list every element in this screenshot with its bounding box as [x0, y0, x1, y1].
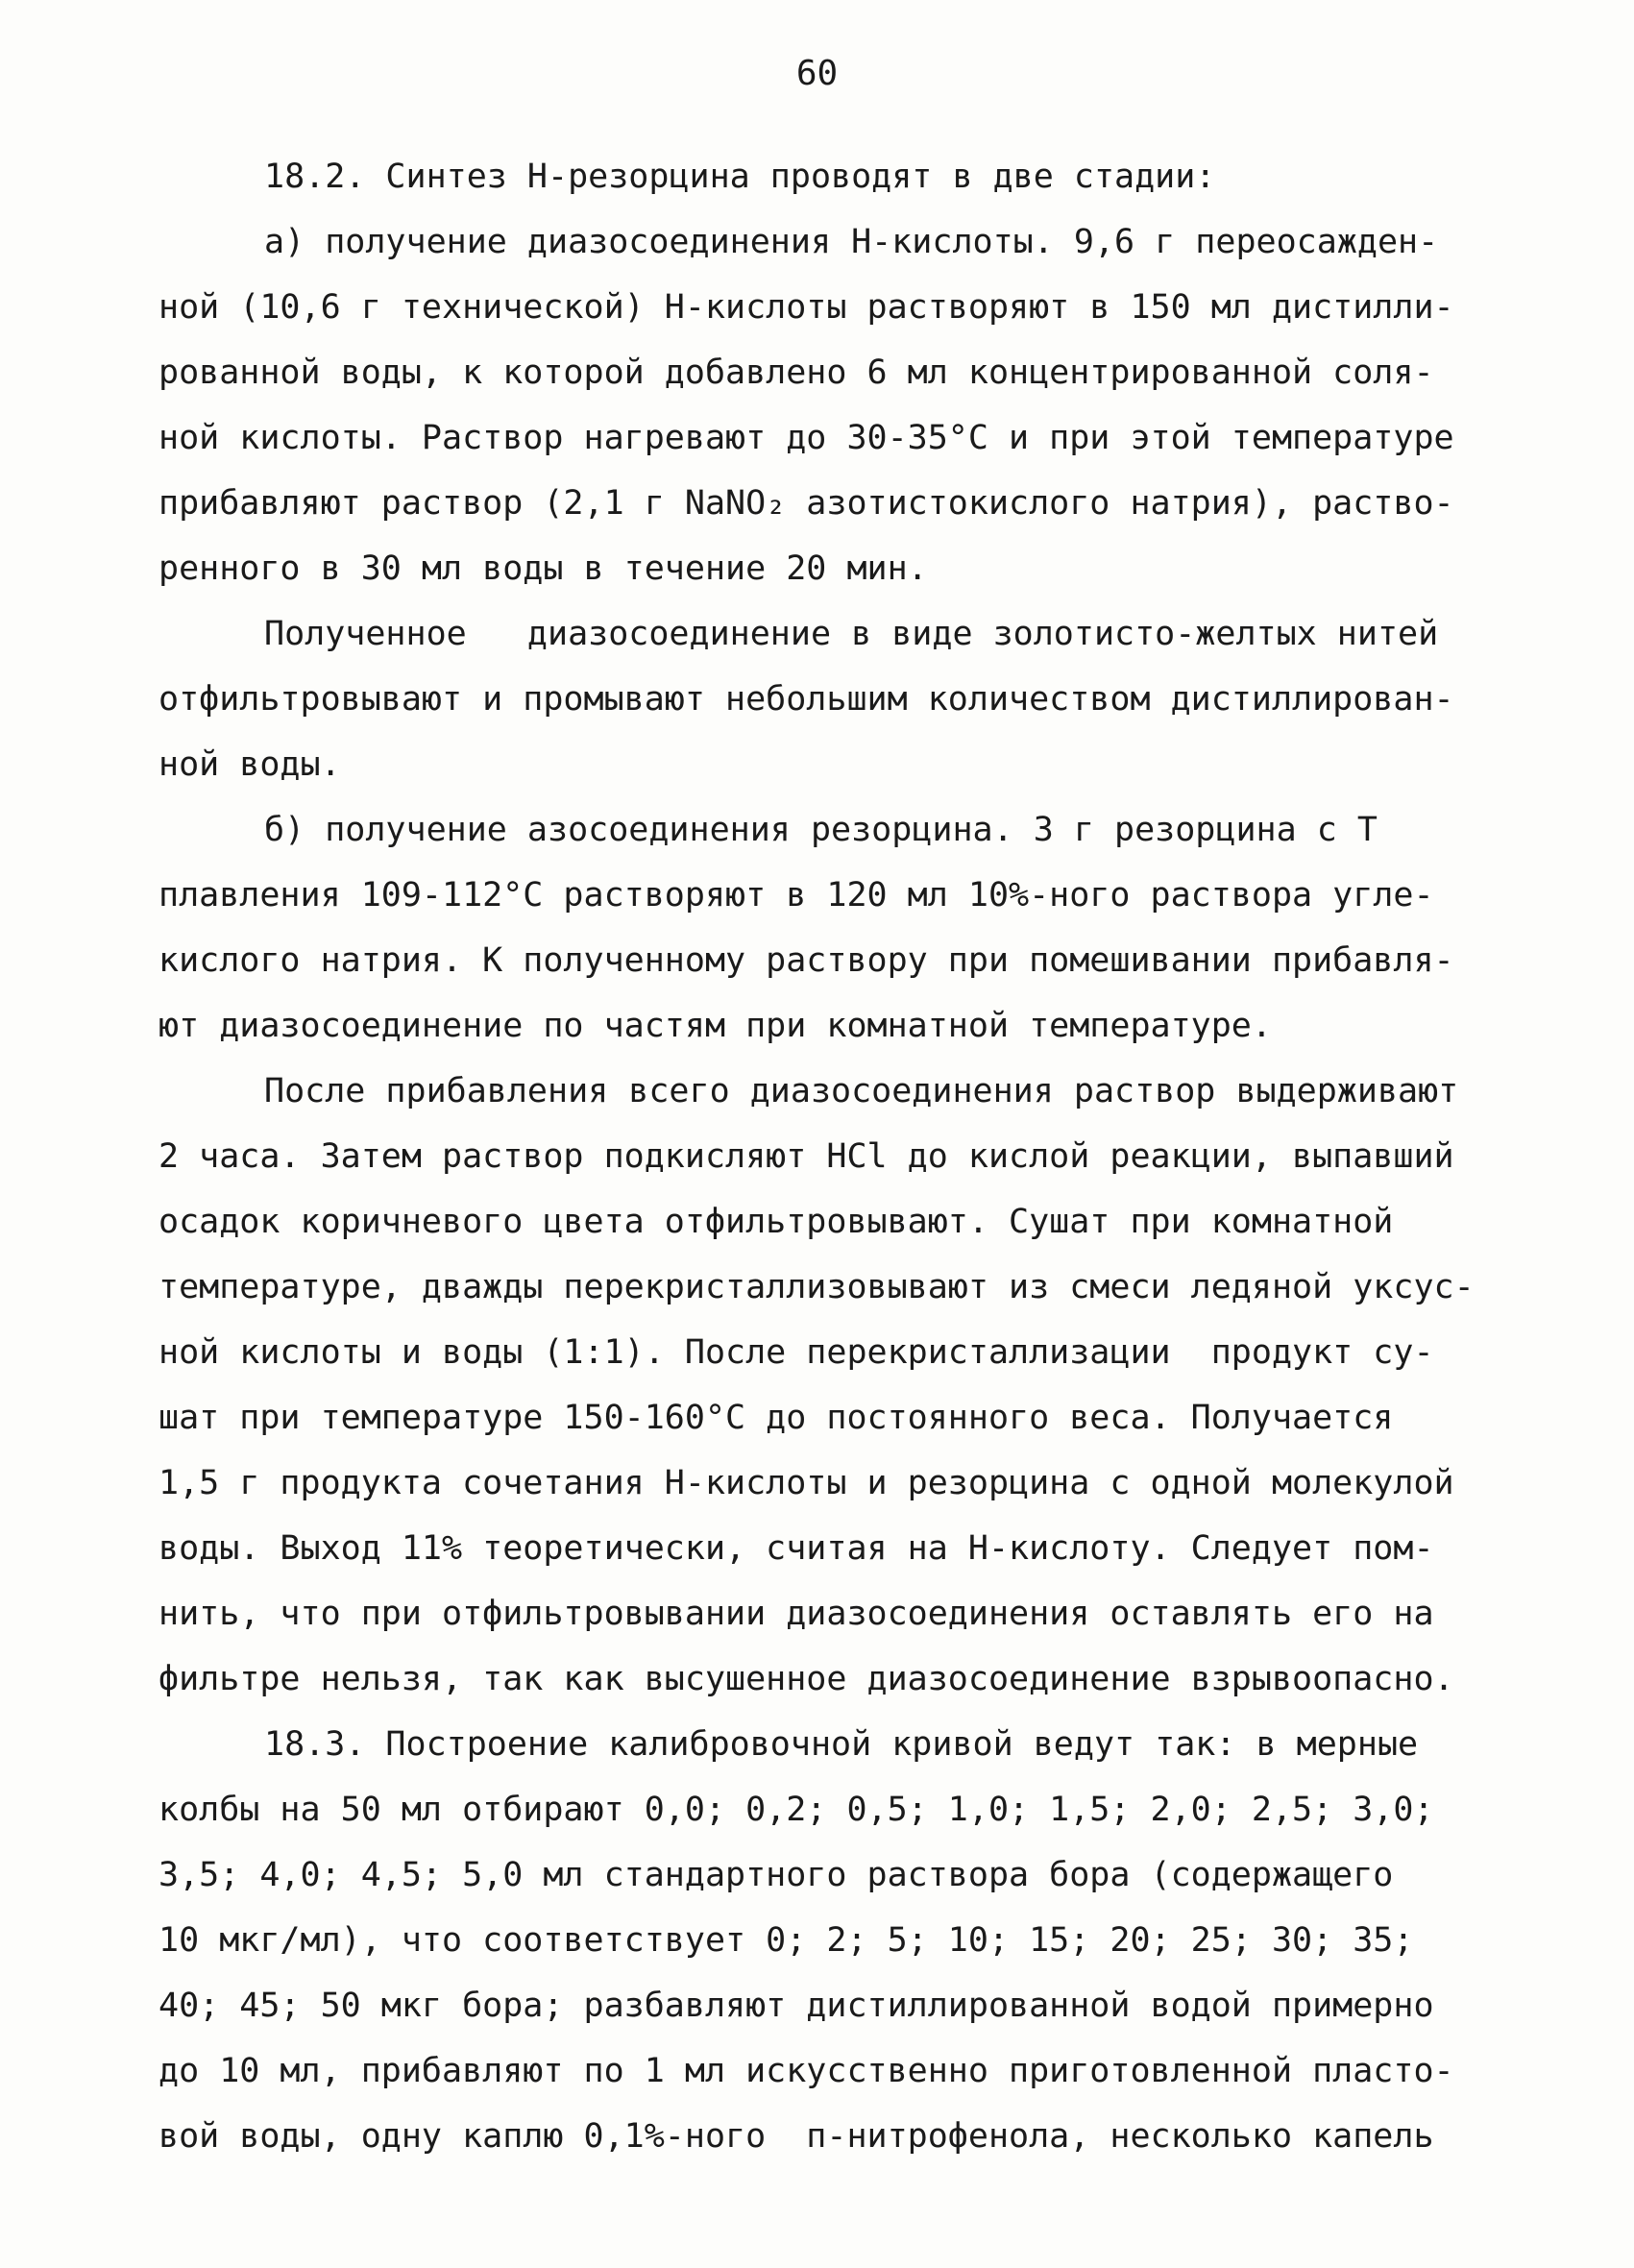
text-line: кислого натрия. К полученному раствору при помешивании прибавля- [159, 941, 1454, 980]
text-line: нить, что при отфильтровывании диазосоединения оставлять его на [159, 1595, 1434, 1633]
text-line: температуре, дважды перекристаллизовывают из смеси ледяной уксус- [159, 1268, 1475, 1306]
text-line: 10 мкг/мл), что соответствует 0; 2; 5; 10; 15; 20; 25; 30; 35; [159, 1921, 1414, 1960]
text-line: отфильтровывают и промывают небольшим количеством дистиллирован- [159, 680, 1454, 719]
page-number: 60 [795, 54, 839, 93]
text-line: прибавляют раствор (2,1 г NaNO₂ азотистокислого натрия), раство- [159, 484, 1454, 523]
text-line: 1,5 г продукта сочетания Н-кислоты и резорцина с одной молекулой [159, 1464, 1454, 1502]
text-line: рованной воды, к которой добавлено 6 мл концентрированной соля- [159, 354, 1434, 392]
text-line: шат при температуре 150-160°С до постоянного веса. Получается [159, 1399, 1394, 1437]
text-line: воды. Выход 11% теоретически, считая на Н-кислоту. Следует пом- [159, 1529, 1434, 1568]
text-line: б) получение азосоединения резорцина. 3 г резорцина с Т [264, 811, 1378, 849]
text-line: осадок коричневого цвета отфильтровывают. Сушат при комнатной [159, 1203, 1394, 1241]
text-line: ной (10,6 г технической) Н-кислоты растворяют в 150 мл дистилли- [159, 288, 1454, 327]
text-line: до 10 мл, прибавляют по 1 мл искусственно приготовленной пласто- [159, 2052, 1454, 2090]
text-line: 3,5; 4,0; 4,5; 5,0 мл стандартного раствора бора (содержащего [159, 1856, 1394, 1894]
text-line: 2 часа. Затем раствор подкисляют НСl до кислой реакции, выпавший [159, 1137, 1454, 1176]
text-line: После прибавления всего диазосоединения раствор выдерживают [264, 1072, 1459, 1110]
text-line: 40; 45; 50 мкг бора; разбавляют дистиллированной водой примерно [159, 1987, 1434, 2025]
text-line: ют диазосоединение по частям при комнатной температуре. [159, 1007, 1272, 1045]
text-line: 18.2. Синтез Н-резорцина проводят в две стадии: [264, 158, 1216, 196]
text-line: ной кислоты. Раствор нагревают до 30-35°С и при этой температуре [159, 419, 1454, 457]
text-line: плавления 109-112°С растворяют в 120 мл 10%-ного раствора угле- [159, 876, 1434, 915]
text-line: колбы на 50 мл отбирают 0,0; 0,2; 0,5; 1,0; 1,5; 2,0; 2,5; 3,0; [159, 1791, 1434, 1829]
text-line: ренного в 30 мл воды в течение 20 мин. [159, 549, 928, 588]
text-line: ной воды. [159, 745, 341, 784]
text-line: ной кислоты и воды (1:1). После перекристаллизации продукт су- [159, 1333, 1434, 1372]
body-text [159, 144, 1479, 2169]
text-line: 18.3. Построение калибровочной кривой ведут так: в мерные [264, 1725, 1419, 1764]
text-line: вой воды, одну каплю 0,1%-ного п-нитрофенола, несколько капель [159, 2117, 1434, 2156]
text-line: а) получение диазосоединения Н-кислоты. 9,6 г переосажден- [264, 223, 1439, 261]
text-line: фильтре нельзя, так как высушенное диазосоединение взрывоопасно. [159, 1660, 1454, 1698]
text-line: Полученное диазосоединение в виде золотисто-желтых нитей [264, 615, 1439, 653]
